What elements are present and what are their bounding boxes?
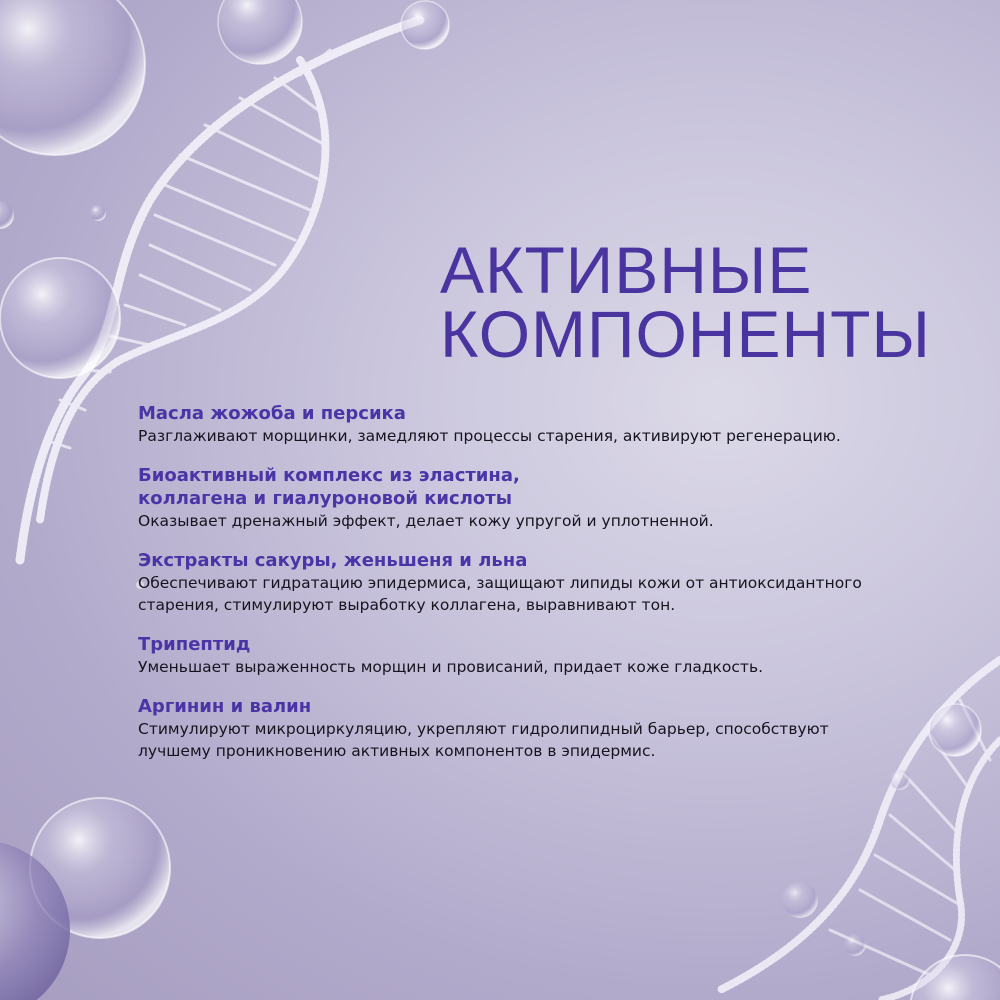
title-line-1: АКТИВНЫЕ (440, 233, 813, 307)
component-item (138, 695, 968, 762)
component-heading: Трипептид (138, 634, 251, 655)
component-heading: Экстракты сакуры, женьшеня и льна (138, 550, 528, 571)
component-heading: Масла жожоба и персика (138, 403, 406, 424)
page-title (440, 233, 980, 371)
component-description: Разглаживают морщинки, замедляют процессы старения, активируют регенерацию. (138, 427, 841, 445)
component-description: Стимулируют микроциркуляцию, укрепляют гидролипидный барьер, способствуют лучшему проникновению активных компонентов в эпидермис. (138, 720, 829, 760)
component-description: Оказывает дренажный эффект, делает кожу упругой и уплотненной. (138, 512, 714, 530)
title-line-2: КОМПОНЕНТЫ (440, 297, 931, 371)
component-heading: Аргинин и валин (138, 696, 312, 717)
components-list (138, 402, 968, 779)
component-item (138, 464, 968, 532)
component-description: Уменьшает выраженность морщин и провисаний, придает коже гладкость. (138, 658, 764, 676)
component-item (138, 549, 968, 616)
component-description: Обеспечивают гидратацию эпидермиса, защищают липиды кожи от антиоксидантного старения, стимулируют выработку коллагена, выравнивают тон. (138, 574, 862, 614)
component-item (138, 633, 968, 678)
component-item (138, 402, 968, 447)
component-heading: Биоактивный комплекс из эластина, коллагена и гиалуроновой кислоты (138, 465, 520, 509)
